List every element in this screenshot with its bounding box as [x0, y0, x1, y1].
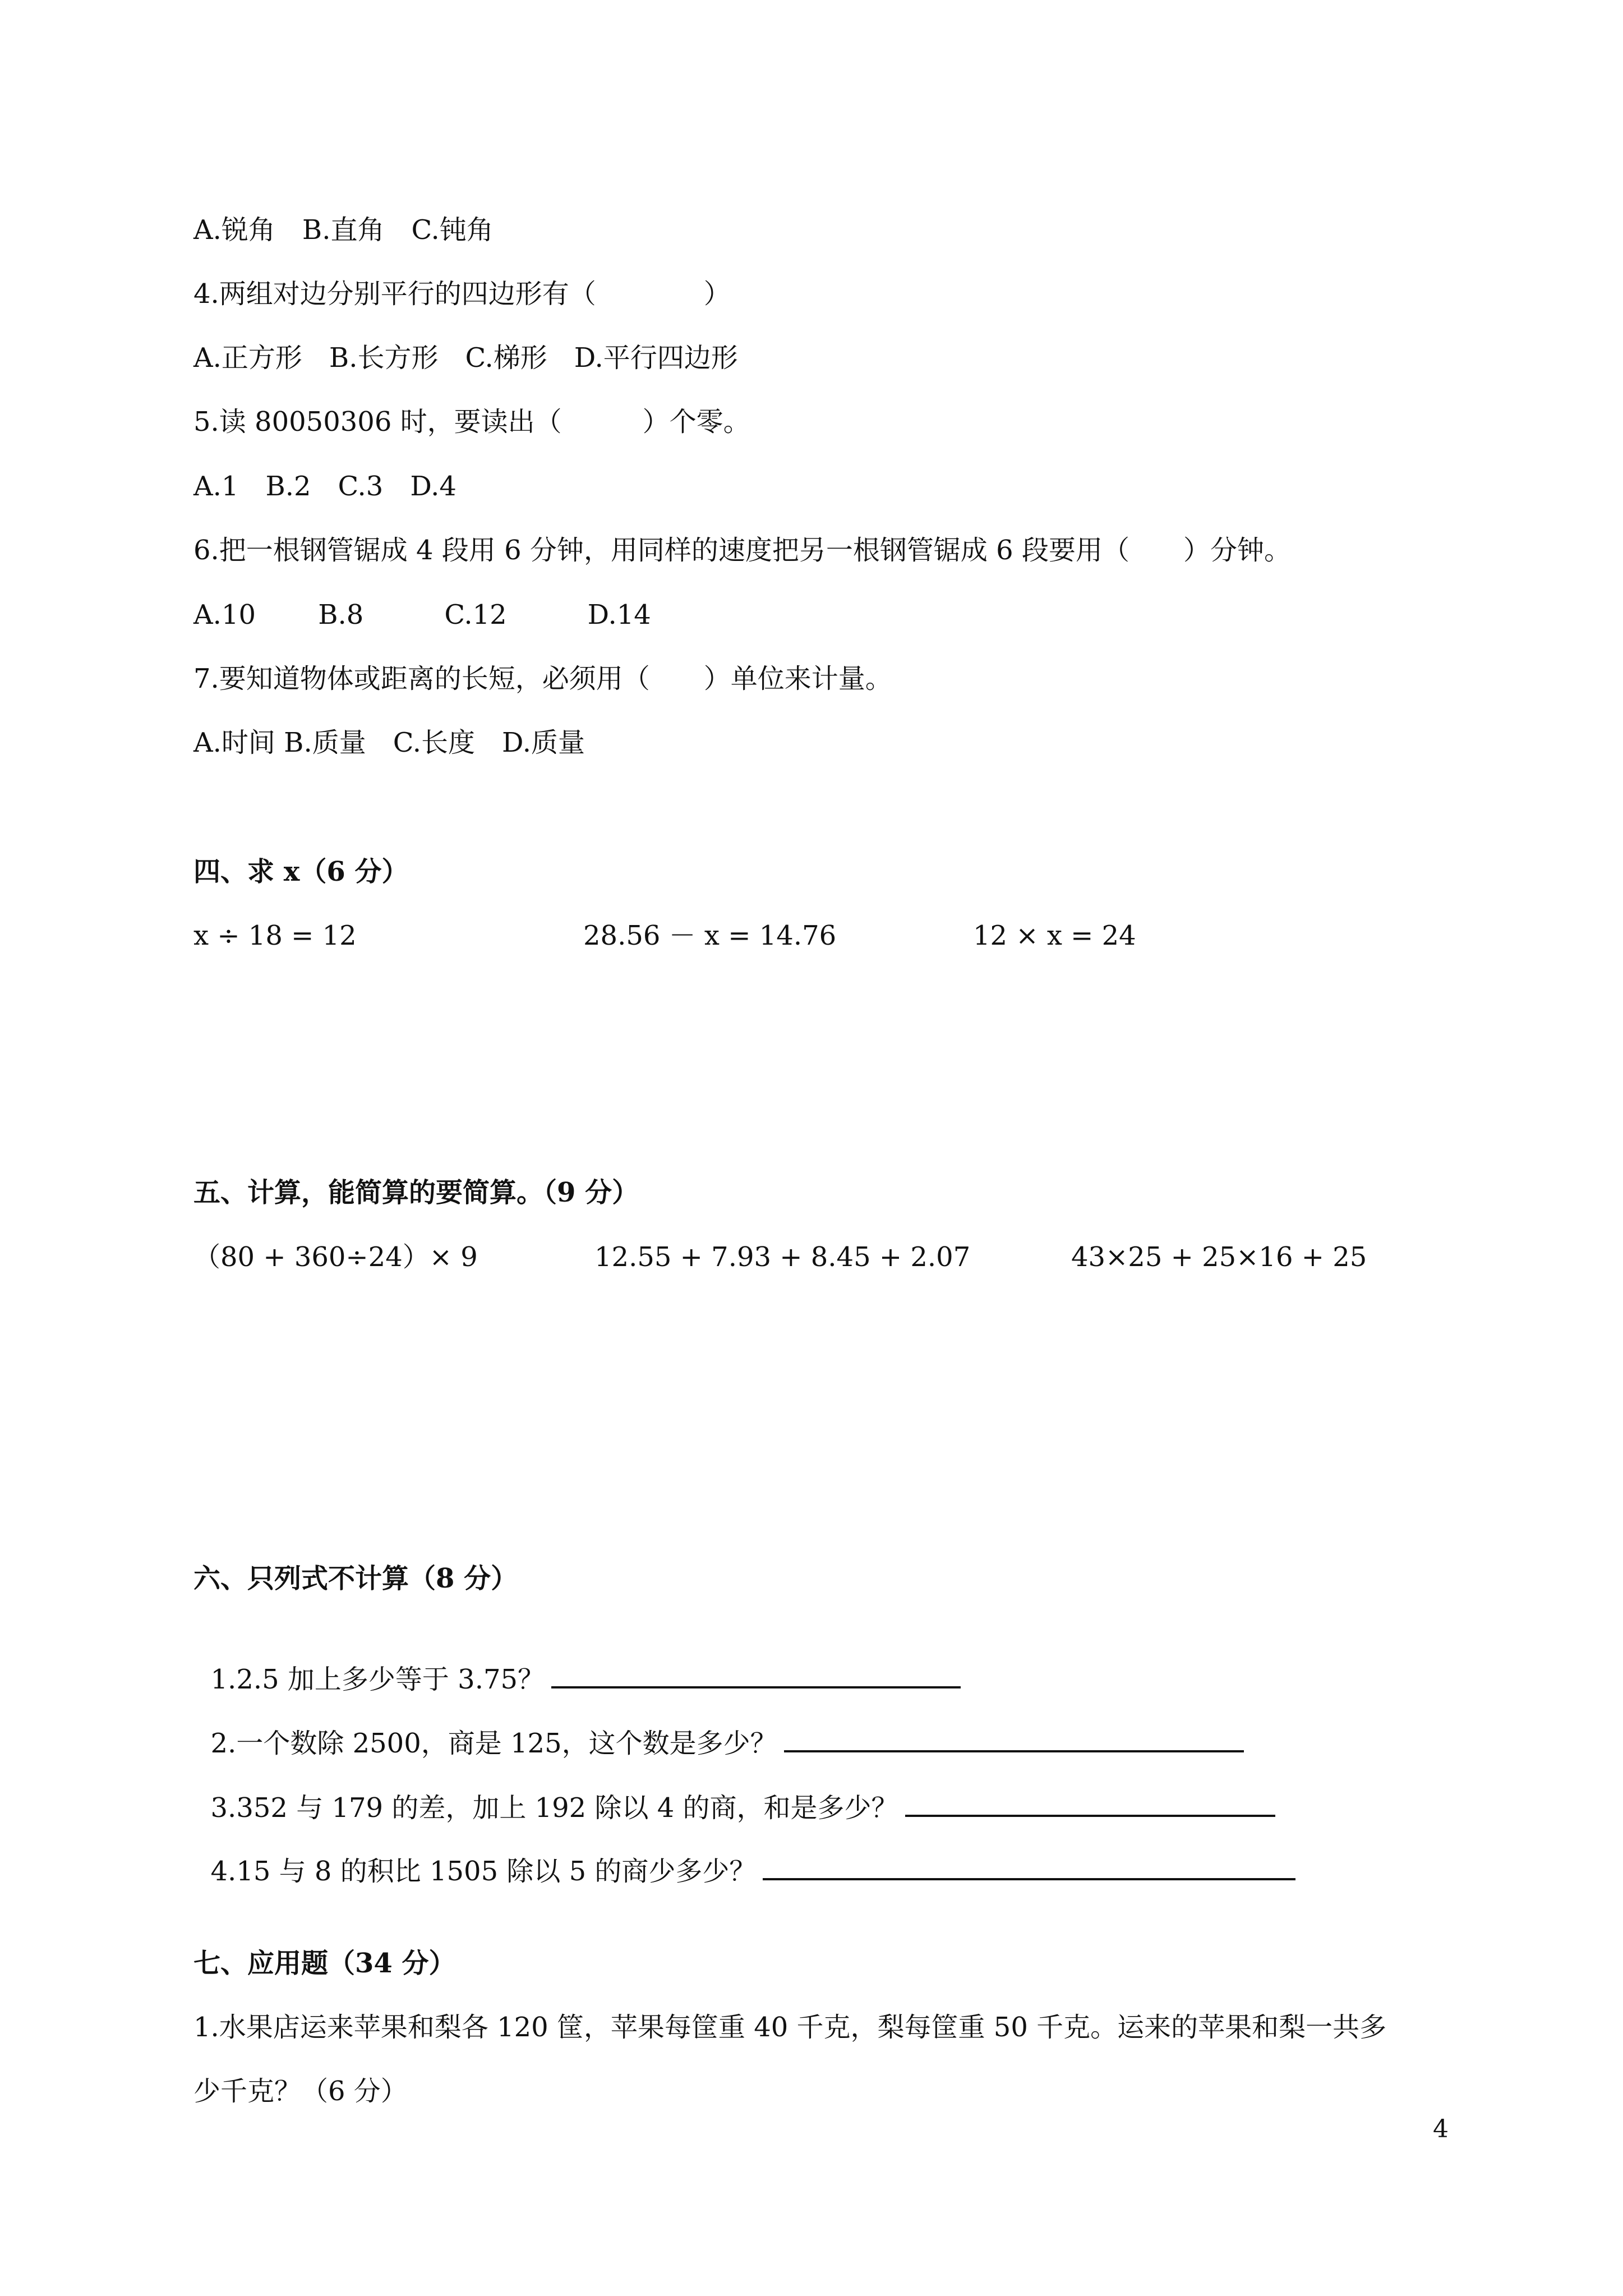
answer-blank-3[interactable]	[905, 1788, 1275, 1817]
answer-blank-2[interactable]	[784, 1723, 1244, 1752]
answer-blank-4[interactable]	[763, 1851, 1295, 1880]
s6-question-1	[193, 1626, 961, 1696]
expression-3: 43×25 + 25×16 + 25	[1071, 1241, 1367, 1273]
q4-options: A.正方形 B.长方形 C.梯形 D.平行四边形	[193, 342, 738, 374]
section-7-title: 七、应用题（34 分）	[193, 1948, 456, 1979]
q5-options: A.1 B.2 C.3 D.4	[193, 471, 457, 502]
question-5: 5.读 80050306 时，要读出（ ）个零。	[193, 406, 750, 438]
s6-q3-text: 3.352 与 179 的差，加上 192 除以 4 的商，和是多少？	[210, 1792, 898, 1824]
q7-options: A.时间 B.质量 C.长度 D.质量	[193, 727, 585, 758]
section-6-title: 六、只列式不计算（8 分）	[193, 1563, 518, 1594]
section-5-title: 五、计算，能简算的要简算。（9 分）	[193, 1177, 639, 1208]
s7-question-1-line-1: 1.水果店运来苹果和梨各 120 筐，苹果每筐重 40 千克，梨每筐重 50 千克。运来的苹果和梨一共多	[193, 2012, 1387, 2043]
s7-question-1-line-2: 少千克？（6 分）	[193, 2076, 408, 2107]
page-number: 4	[1433, 2115, 1449, 2143]
question-6: 6.把一根钢管锯成 4 段用 6 分钟，用同样的速度把另一根钢管锯成 6 段要用（ ）分钟。	[193, 535, 1291, 566]
equation-1: x ÷ 18 = 12	[193, 920, 357, 951]
answer-blank-1[interactable]	[551, 1659, 961, 1688]
equation-2: 28.56 － x = 14.76	[583, 920, 837, 951]
s6-question-2	[193, 1690, 1244, 1760]
expression-1: （80 + 360÷24）× 9	[193, 1241, 478, 1273]
s6-q1-text: 1.2.5 加上多少等于 3.75？	[210, 1664, 545, 1695]
q3-options: A.锐角 B.直角 C.钝角	[193, 214, 494, 246]
question-7: 7.要知道物体或距离的长短，必须用（ ）单位来计量。	[193, 663, 892, 694]
s6-q4-text: 4.15 与 8 的积比 1505 除以 5 的商少多少？	[210, 1856, 757, 1887]
s6-question-4	[193, 1818, 1295, 1888]
section-4-title: 四、求 x（6 分）	[193, 856, 409, 887]
equation-3: 12 × x = 24	[973, 920, 1136, 951]
q6-options: A.10 B.8 C.12 D.14	[193, 599, 651, 631]
s6-question-3	[193, 1754, 1275, 1825]
expression-2: 12.55 + 7.93 + 8.45 + 2.07	[594, 1241, 971, 1273]
s6-q2-text: 2.一个数除 2500，商是 125，这个数是多少？	[210, 1728, 777, 1759]
question-4: 4.两组对边分别平行的四边形有（ ）	[193, 278, 731, 310]
